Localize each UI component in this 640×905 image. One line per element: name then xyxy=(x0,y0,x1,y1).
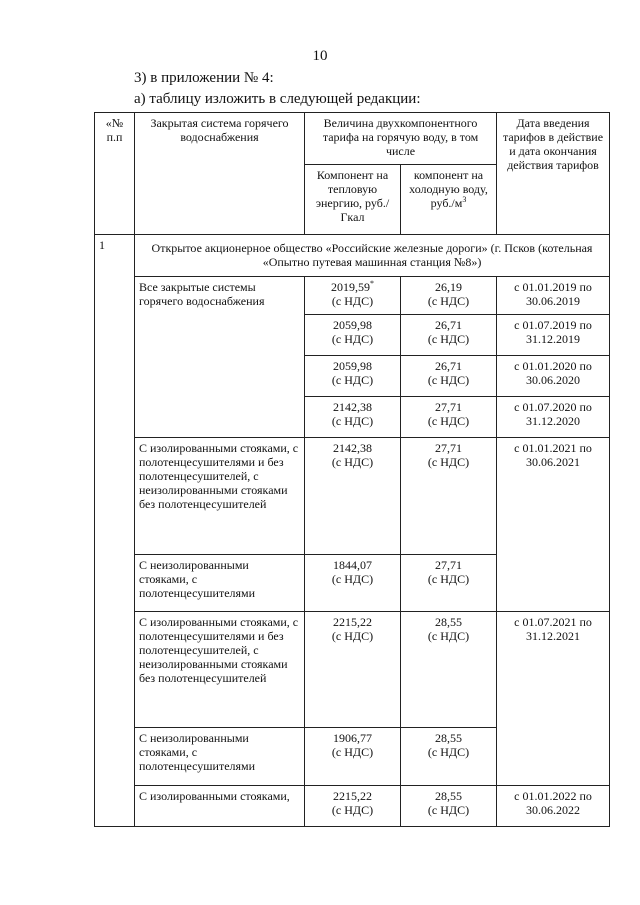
row-1-thermal xyxy=(305,315,401,356)
header-cold-sup: 3 xyxy=(462,195,467,204)
row-8-thermal-vat: (с НДС) xyxy=(331,803,374,817)
row-8-cold-value: 28,55 xyxy=(435,789,462,803)
row-6-thermal-value: 2215,22 xyxy=(333,615,372,629)
row-3-thermal xyxy=(305,397,401,438)
row-4-thermal-value: 2142,38 xyxy=(333,441,372,455)
org-number: 1 xyxy=(95,235,135,827)
row-5-cold-value: 27,71 xyxy=(435,558,462,572)
header-thermal: Компонент на тепловую энергию, руб./Гкал xyxy=(305,165,401,235)
header-dates: Дата введения тарифов в действие и дата окончания действия тарифов xyxy=(497,113,610,235)
row-2-thermal-value: 2059,98 xyxy=(333,359,372,373)
intro-line-1: 3) в приложении № 4: xyxy=(134,70,274,86)
row-0-cold-vat: (с НДС) xyxy=(427,294,470,308)
row-1-thermal-vat: (с НДС) xyxy=(331,332,374,346)
row-7-thermal-vat: (с НДС) xyxy=(331,745,374,759)
row-0-thermal-sup: * xyxy=(370,279,374,288)
org-name: Открытое акционерное общество «Российские железные дороги» (г. Псков (котельная «Опытно путевая машинная станция №8») xyxy=(135,235,610,277)
row-0-thermal xyxy=(305,277,401,315)
row-5-thermal-value: 1844,07 xyxy=(333,558,372,572)
row-2-cold-vat: (с НДС) xyxy=(427,373,470,387)
header-cold xyxy=(401,165,497,235)
row-5-thermal-vat: (с НДС) xyxy=(331,572,374,586)
row-1-thermal-value: 2059,98 xyxy=(333,318,372,332)
row-0-system: Все закрытые системы горячего водоснабжения xyxy=(135,277,305,438)
row-4-thermal xyxy=(305,438,401,555)
row-4-dates: с 01.01.2021 по 30.06.2021 xyxy=(497,438,610,612)
row-1-cold-value: 26,71 xyxy=(435,318,462,332)
row-2-thermal-vat: (с НДС) xyxy=(331,373,374,387)
row-6-dates: с 01.07.2021 по 31.12.2021 xyxy=(497,612,610,786)
row-3-cold-value: 27,71 xyxy=(435,400,462,414)
row-5-thermal xyxy=(305,555,401,612)
row-2-cold-value: 26,71 xyxy=(435,359,462,373)
row-0-cold-value: 26,19 xyxy=(435,280,462,294)
row-0-thermal-vat: (с НДС) xyxy=(331,294,374,308)
row-6-cold-vat: (с НДС) xyxy=(427,629,470,643)
row-4-cold xyxy=(401,438,497,555)
row-2-cold xyxy=(401,356,497,397)
row-3-cold-vat: (с НДС) xyxy=(427,414,470,428)
row-6-cold xyxy=(401,612,497,728)
row-7-thermal xyxy=(305,728,401,786)
row-5-cold-vat: (с НДС) xyxy=(427,572,470,586)
header-num: «№ п.п xyxy=(95,113,135,235)
header-tariff: Величина двухкомпонентного тарифа на горячую воду, в том числе xyxy=(305,113,497,165)
header-system: Закрытая система горячего водоснабжения xyxy=(135,113,305,235)
row-8-dates: с 01.01.2022 по 30.06.2022 xyxy=(497,786,610,827)
row-5-cold xyxy=(401,555,497,612)
row-8-system: С изолированными стояками, xyxy=(135,786,305,827)
row-3-thermal-value: 2142,38 xyxy=(333,400,372,414)
row-2-thermal xyxy=(305,356,401,397)
row-4-thermal-vat: (с НДС) xyxy=(331,455,374,469)
row-6-cold-value: 28,55 xyxy=(435,615,462,629)
row-7-cold xyxy=(401,728,497,786)
row-1-dates: с 01.07.2019 по 31.12.2019 xyxy=(497,315,610,356)
row-2-dates: с 01.01.2020 по 30.06.2020 xyxy=(497,356,610,397)
intro-line-2: а) таблицу изложить в следующей редакции: xyxy=(134,91,421,107)
row-7-cold-vat: (с НДС) xyxy=(427,745,470,759)
row-4-cold-value: 27,71 xyxy=(435,441,462,455)
row-8-cold-vat: (с НДС) xyxy=(427,803,470,817)
row-8-thermal xyxy=(305,786,401,827)
row-6-thermal-vat: (с НДС) xyxy=(331,629,374,643)
row-3-cold xyxy=(401,397,497,438)
header-cold-text: компонент на холодную воду, руб./м xyxy=(409,168,488,210)
row-7-system: С неизолированными стояками, с полотенцесушителями xyxy=(135,728,305,786)
row-8-cold xyxy=(401,786,497,827)
row-5-system: С неизолированными стояками, с полотенцесушителями xyxy=(135,555,305,612)
row-7-cold-value: 28,55 xyxy=(435,731,462,745)
row-1-cold-vat: (с НДС) xyxy=(427,332,470,346)
row-4-system: С изолированными стояками, с полотенцесушителями и без полотенцесушителей, с неизолированными стояками без полотенцесушителей xyxy=(135,438,305,555)
row-8-thermal-value: 2215,22 xyxy=(333,789,372,803)
row-6-system: С изолированными стояками, с полотенцесушителями и без полотенцесушителей, с неизолированными стояками без полотенцесушителей xyxy=(135,612,305,728)
page-number: 10 xyxy=(312,48,328,64)
row-0-cold xyxy=(401,277,497,315)
row-4-cold-vat: (с НДС) xyxy=(427,455,470,469)
row-0-dates: с 01.01.2019 по 30.06.2019 xyxy=(497,277,610,315)
row-7-thermal-value: 1906,77 xyxy=(333,731,372,745)
row-6-thermal xyxy=(305,612,401,728)
tariff-table xyxy=(94,112,610,827)
row-0-thermal-value: 2019,59 xyxy=(331,280,370,294)
row-3-dates: с 01.07.2020 по 31.12.2020 xyxy=(497,397,610,438)
row-1-cold xyxy=(401,315,497,356)
row-3-thermal-vat: (с НДС) xyxy=(331,414,374,428)
